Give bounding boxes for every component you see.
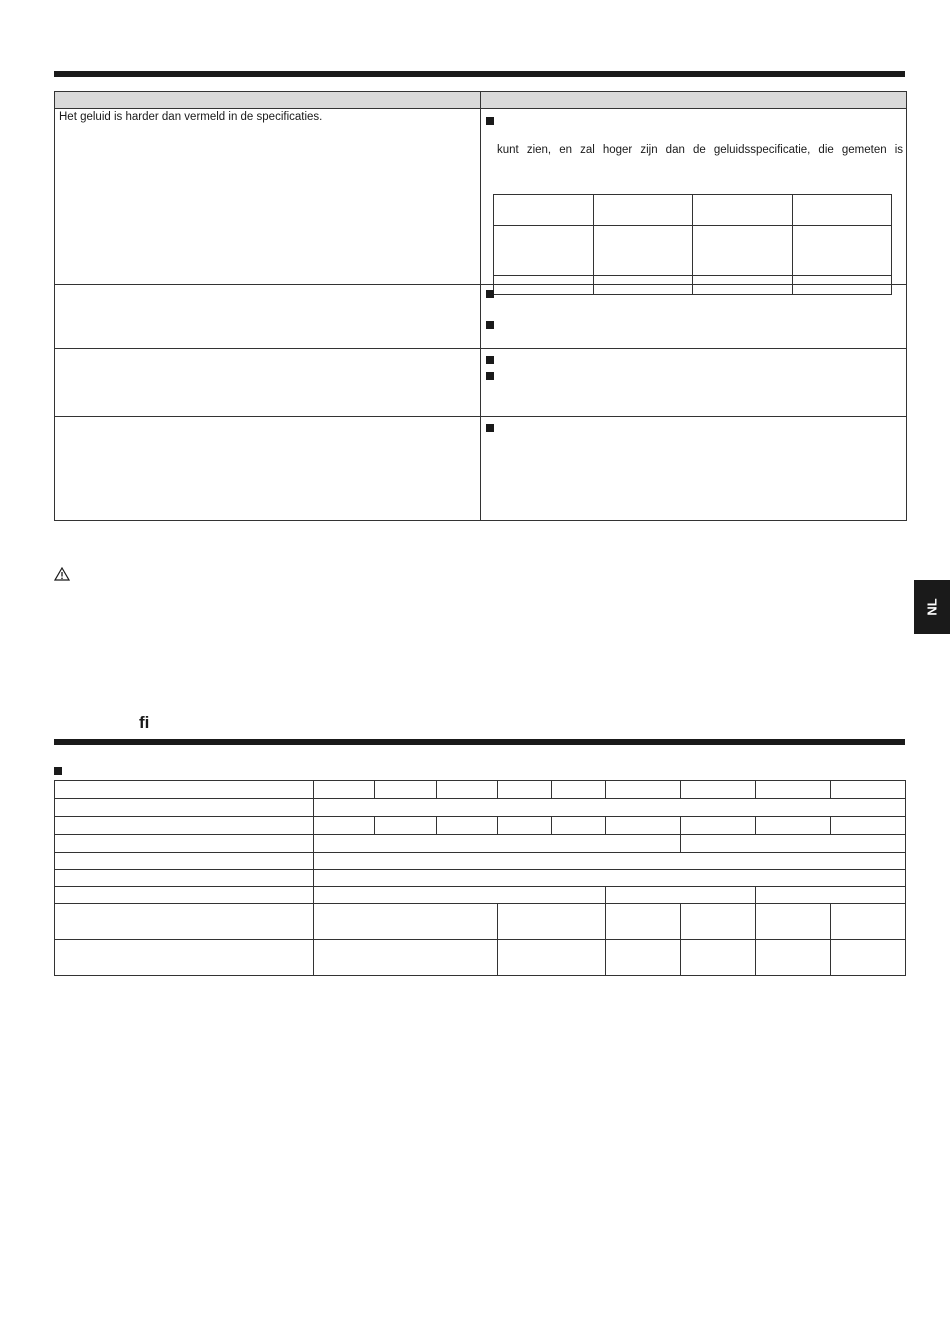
problem-cell <box>55 349 481 417</box>
top-rule <box>54 71 905 77</box>
section-heading: fi <box>139 713 150 732</box>
language-tab-label: NL <box>924 598 940 616</box>
remedy-cell <box>481 109 907 285</box>
section-rule <box>54 739 905 745</box>
square-bullet-icon <box>486 356 494 364</box>
remedy-text: kunt zien, en zal hoger zijn dan de geluidsspecificatie, die gemeten is <box>497 144 903 156</box>
square-bullet-icon <box>486 424 494 432</box>
table-header-row <box>55 92 907 109</box>
table-row <box>55 417 907 521</box>
problem-cell <box>55 417 481 521</box>
square-bullet-icon <box>54 767 62 775</box>
header-cell-problem <box>55 92 481 109</box>
problem-text: Het geluid is harder dan vermeld in de specificaties. <box>59 111 323 123</box>
header-cell-remedy <box>481 92 907 109</box>
specifications-table <box>54 780 906 976</box>
table-row <box>55 109 907 285</box>
table-row <box>55 835 906 853</box>
table-row <box>55 349 907 417</box>
table-row <box>55 781 906 799</box>
table-row <box>55 853 906 870</box>
remedy-cell <box>481 417 907 521</box>
table-row <box>55 817 906 835</box>
table-row <box>55 904 906 940</box>
table-row <box>55 887 906 904</box>
square-bullet-icon <box>486 117 494 125</box>
square-bullet-icon <box>486 372 494 380</box>
square-bullet-icon <box>486 321 494 329</box>
table-row <box>55 870 906 887</box>
table-row <box>55 940 906 976</box>
remedy-cell <box>481 349 907 417</box>
table-row <box>55 285 907 349</box>
language-tab <box>914 580 950 634</box>
problem-cell <box>55 109 481 285</box>
troubleshooting-table <box>54 91 907 521</box>
warning-triangle-icon <box>54 567 70 581</box>
problem-cell <box>55 285 481 349</box>
sound-level-table <box>493 194 892 295</box>
table-row <box>55 799 906 817</box>
square-bullet-icon <box>486 290 494 298</box>
remedy-cell <box>481 285 907 349</box>
